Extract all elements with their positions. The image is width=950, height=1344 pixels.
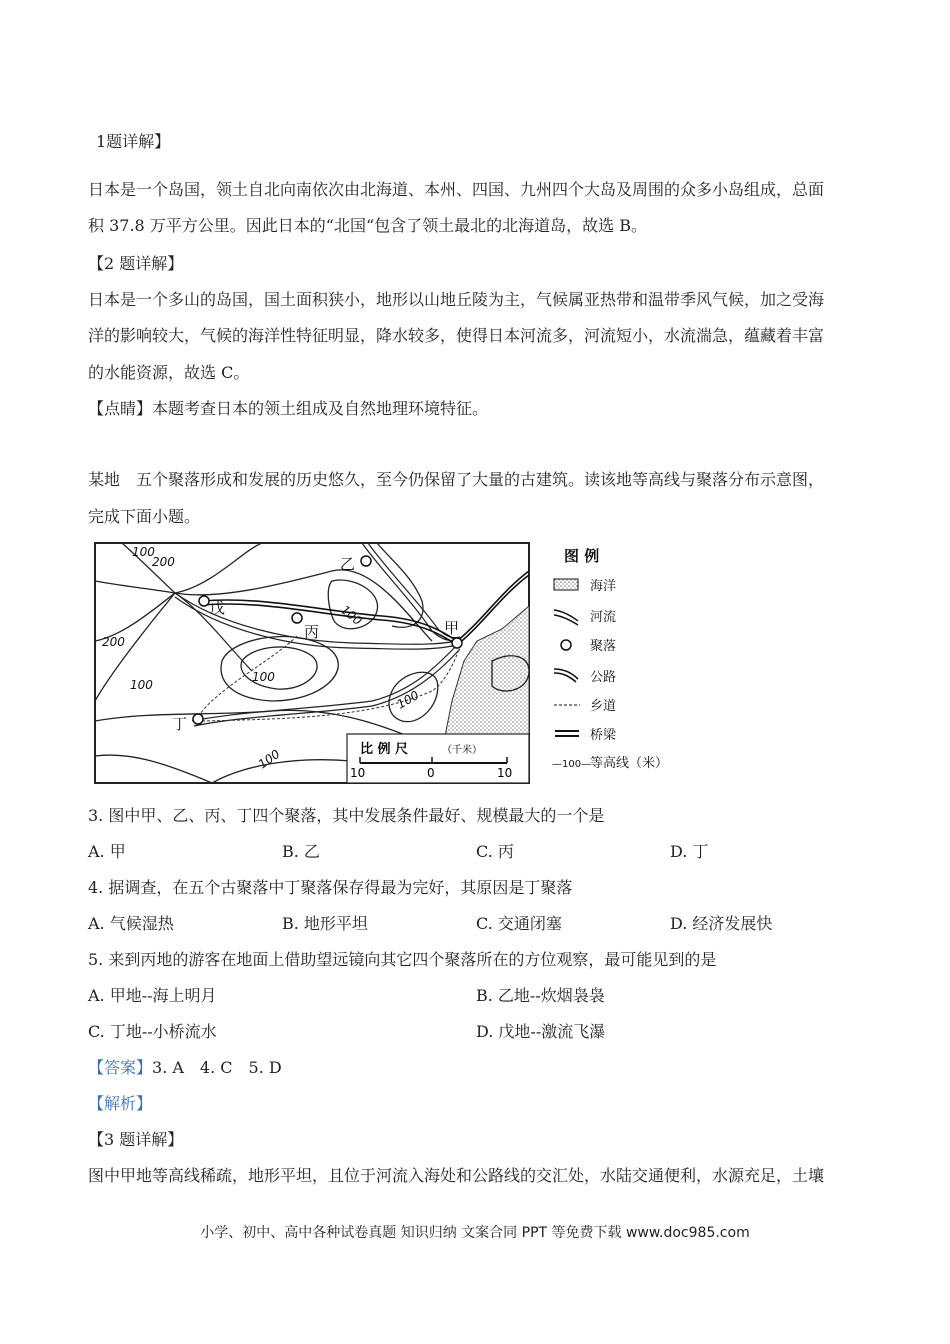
paragraph-q2-line-3: 的水能资源，故选 C。 (88, 363, 250, 382)
q4-option-b: B. 地形平坦 (282, 914, 368, 933)
legend-sea-label: 海洋 (590, 579, 617, 594)
q4-option-d: D. 经济发展快 (670, 914, 773, 933)
label-yi: 乙 (340, 555, 356, 573)
legend-title: 图 例 (564, 547, 600, 565)
scale-tick-right: 10 (497, 766, 513, 780)
legend-river-icon (554, 610, 578, 625)
scale-tick-left: 10 (350, 766, 366, 780)
answer-text: 3. A 4. C 5. D (152, 1058, 282, 1077)
label-wu: 戊 (210, 599, 226, 617)
heading-q1-detail: 1题详解】 (96, 132, 171, 151)
contour-label-200-a: 200 (152, 555, 175, 569)
page-footer: 小学、初中、高中各种试卷真题 知识归纳 文案合同 PPT 等免费下载 www.doc985.com (200, 1225, 750, 1241)
q5-option-a: A. 甲地--海上明月 (88, 986, 217, 1005)
contour-label-100-d: 100 (252, 670, 275, 684)
settlement-yi (361, 556, 371, 566)
contour-label-100-f: 100 (255, 746, 283, 772)
settlement-bing (292, 613, 302, 623)
heading-q3-detail: 【3 题详解】 (88, 1130, 184, 1149)
question-5: 5. 来到丙地的游客在地面上借助望远镜向其它四个聚落所在的方位观察，最可能见到的是 (88, 950, 717, 969)
label-jia: 甲 (444, 619, 460, 637)
answer-tag: 【答案】 (88, 1058, 153, 1077)
contour-label-100-e: 100 (394, 688, 422, 712)
map-svg (92, 541, 692, 787)
q3-option-d: D. 丁 (670, 842, 709, 861)
paragraph-q2-line-2: 洋的影响较大，气候的海洋性特征明显，降水较多，使得日本河流多，河流短小，水流湍急，蕴藏着丰富 (88, 326, 825, 345)
scale-bar (347, 734, 529, 783)
analysis-tag: 【解析】 (88, 1094, 153, 1113)
contour-label-100-a: 100 (132, 545, 155, 559)
q4-option-c: C. 交通闭塞 (476, 914, 562, 933)
legend-river-label: 河流 (590, 610, 617, 625)
legend-sea-icon (554, 579, 578, 590)
question-4: 4. 据调查，在五个古聚落中丁聚落保存得最为完好，其原因是丁聚落 (88, 878, 573, 897)
legend-village-road-label: 乡道 (590, 699, 617, 714)
legend-highway-icon (554, 669, 578, 682)
legend-contour-icon: —100— (552, 759, 592, 770)
q3-option-c: C. 丙 (476, 842, 514, 861)
q3-option-a: A. 甲 (88, 842, 126, 861)
legend-highway-label: 公路 (590, 670, 617, 685)
settlement-ding (193, 714, 203, 724)
intro-line-1: 某地 五个聚落形成和发展的历史悠久，至今仍保留了大量的古建筑。读该地等高线与聚落分布示意图， (88, 470, 825, 489)
q5-option-c: C. 丁地--小桥流水 (88, 1022, 217, 1041)
paragraph-q1-line-2: 积 37.8 万平方公里。因此日本的“北国“包含了领土最北的北海道岛，故选 B。 (88, 216, 648, 235)
paragraph-q2-line-1: 日本是一个多山的岛国，国土面积狭小，地形以山地丘陵为主，气候属亚热带和温带季风气候，加之受海 (88, 290, 825, 309)
scale-title: 比 例 尺 (360, 742, 409, 757)
q5-option-d: D. 戊地--激流飞瀑 (476, 1022, 606, 1041)
contour-label-100-b: 100 (130, 678, 153, 692)
q3-option-b: B. 乙 (282, 842, 320, 861)
paragraph-q3-line-1: 图中甲地等高线稀疏，地形平坦，且位于河流入海处和公路线的交汇处，水陆交通便利，水源充足，土壤 (88, 1166, 825, 1185)
legend-contour-label: 等高线（米） (590, 756, 669, 771)
settlement-wu (199, 596, 209, 606)
label-bing: 丙 (304, 623, 320, 641)
legend-settlement-label: 聚落 (590, 639, 617, 654)
legend-bridge-icon (555, 731, 579, 736)
settlement-jia (452, 638, 462, 648)
q5-option-b: B. 乙地--炊烟袅袅 (476, 986, 605, 1005)
q4-option-a: A. 气候湿热 (88, 914, 174, 933)
contour-settlement-map (92, 541, 692, 787)
label-ding: 丁 (172, 715, 188, 733)
heading-q2-detail: 【2 题详解】 (88, 254, 184, 273)
intro-line-2: 完成下面小题。 (88, 507, 201, 526)
map-legend (552, 547, 668, 771)
scale-unit: （千米） (442, 745, 482, 756)
contour-label-200-b: 200 (102, 635, 125, 649)
contour-label-100-c: 100 (338, 602, 365, 629)
scale-tick-zero: 0 (427, 766, 435, 780)
legend-bridge-label: 桥梁 (590, 728, 617, 743)
paragraph-q1-line-1: 日本是一个岛国，领土自北向南依次由北海道、本州、四国、九州四个大岛及周围的众多小岛组成，总面 (88, 180, 825, 199)
question-3: 3. 图中甲、乙、丙、丁四个聚落，其中发展条件最好、规模最大的一个是 (88, 806, 605, 825)
answer-line (88, 1058, 282, 1078)
note-dianjing: 【点睛】本题考查日本的领土组成及自然地理环境特征。 (88, 399, 489, 418)
legend-settlement-icon (561, 640, 571, 650)
